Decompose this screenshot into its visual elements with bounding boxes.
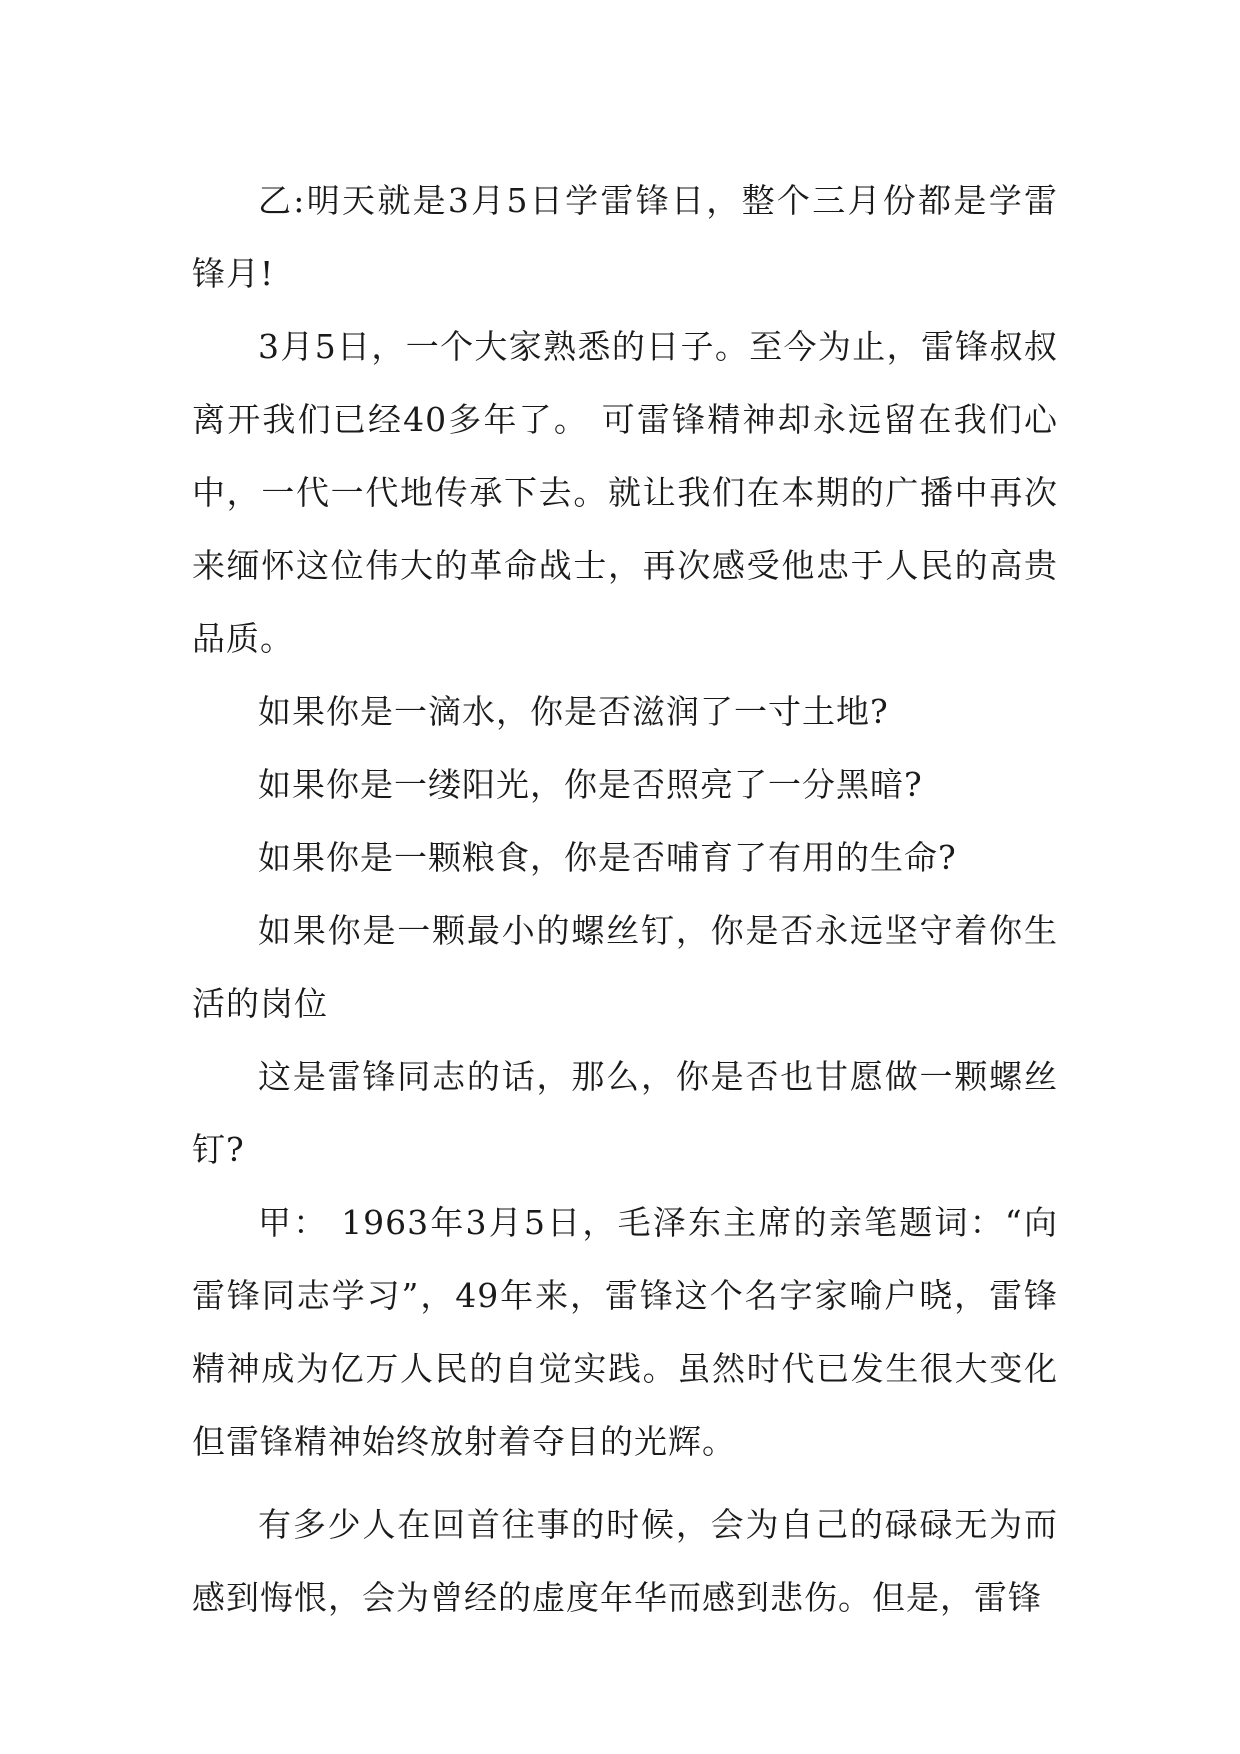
- paragraph-intro-yi: 乙:明天就是3月5日学雷锋日，整个三月份都是学雷锋月!: [192, 181, 1058, 293]
- paragraph-looking-back: 有多少人在回首往事的时候，会为自己的碌碌无为而感到悔恨，会为曾经的虚度年华而感到悲伤。但是，雷锋: [192, 1505, 1058, 1617]
- paragraph-water-drop: 如果你是一滴水，你是否滋润了一寸土地?: [258, 692, 889, 731]
- paragraph-lei-feng-quote: 这是雷锋同志的话，那么，你是否也甘愿做一颗螺丝钉?: [192, 1057, 1058, 1169]
- paragraph-screw: 如果你是一颗最小的螺丝钉，你是否永远坚守着你生活的岗位: [192, 911, 1058, 1023]
- paragraph-grain: 如果你是一颗粮食，你是否哺育了有用的生命?: [258, 838, 957, 877]
- paragraph-march-5: 3月5日，一个大家熟悉的日子。至今为止，雷锋叔叔离开我们已经40多年了。 可雷锋精神却永远留在我们心中，一代一代地传承下去。就让我们在本期的广播中再次来缅怀这位伟大的革命战士，再次感受他忠于人民的高贵品质。: [192, 327, 1058, 658]
- document-body: [192, 164, 1058, 1634]
- paragraph-sunlight: 如果你是一缕阳光，你是否照亮了一分黑暗?: [258, 765, 923, 804]
- paragraph-jia-1963: 甲： 1963年3月5日，毛泽东主席的亲笔题词：“向雷锋同志学习”，49年来，雷锋这个名字家喻户晓，雷锋精神成为亿万人民的自觉实践。虽然时代已发生很大变化但雷锋精神始终放射着夺目的光辉。: [192, 1203, 1058, 1461]
